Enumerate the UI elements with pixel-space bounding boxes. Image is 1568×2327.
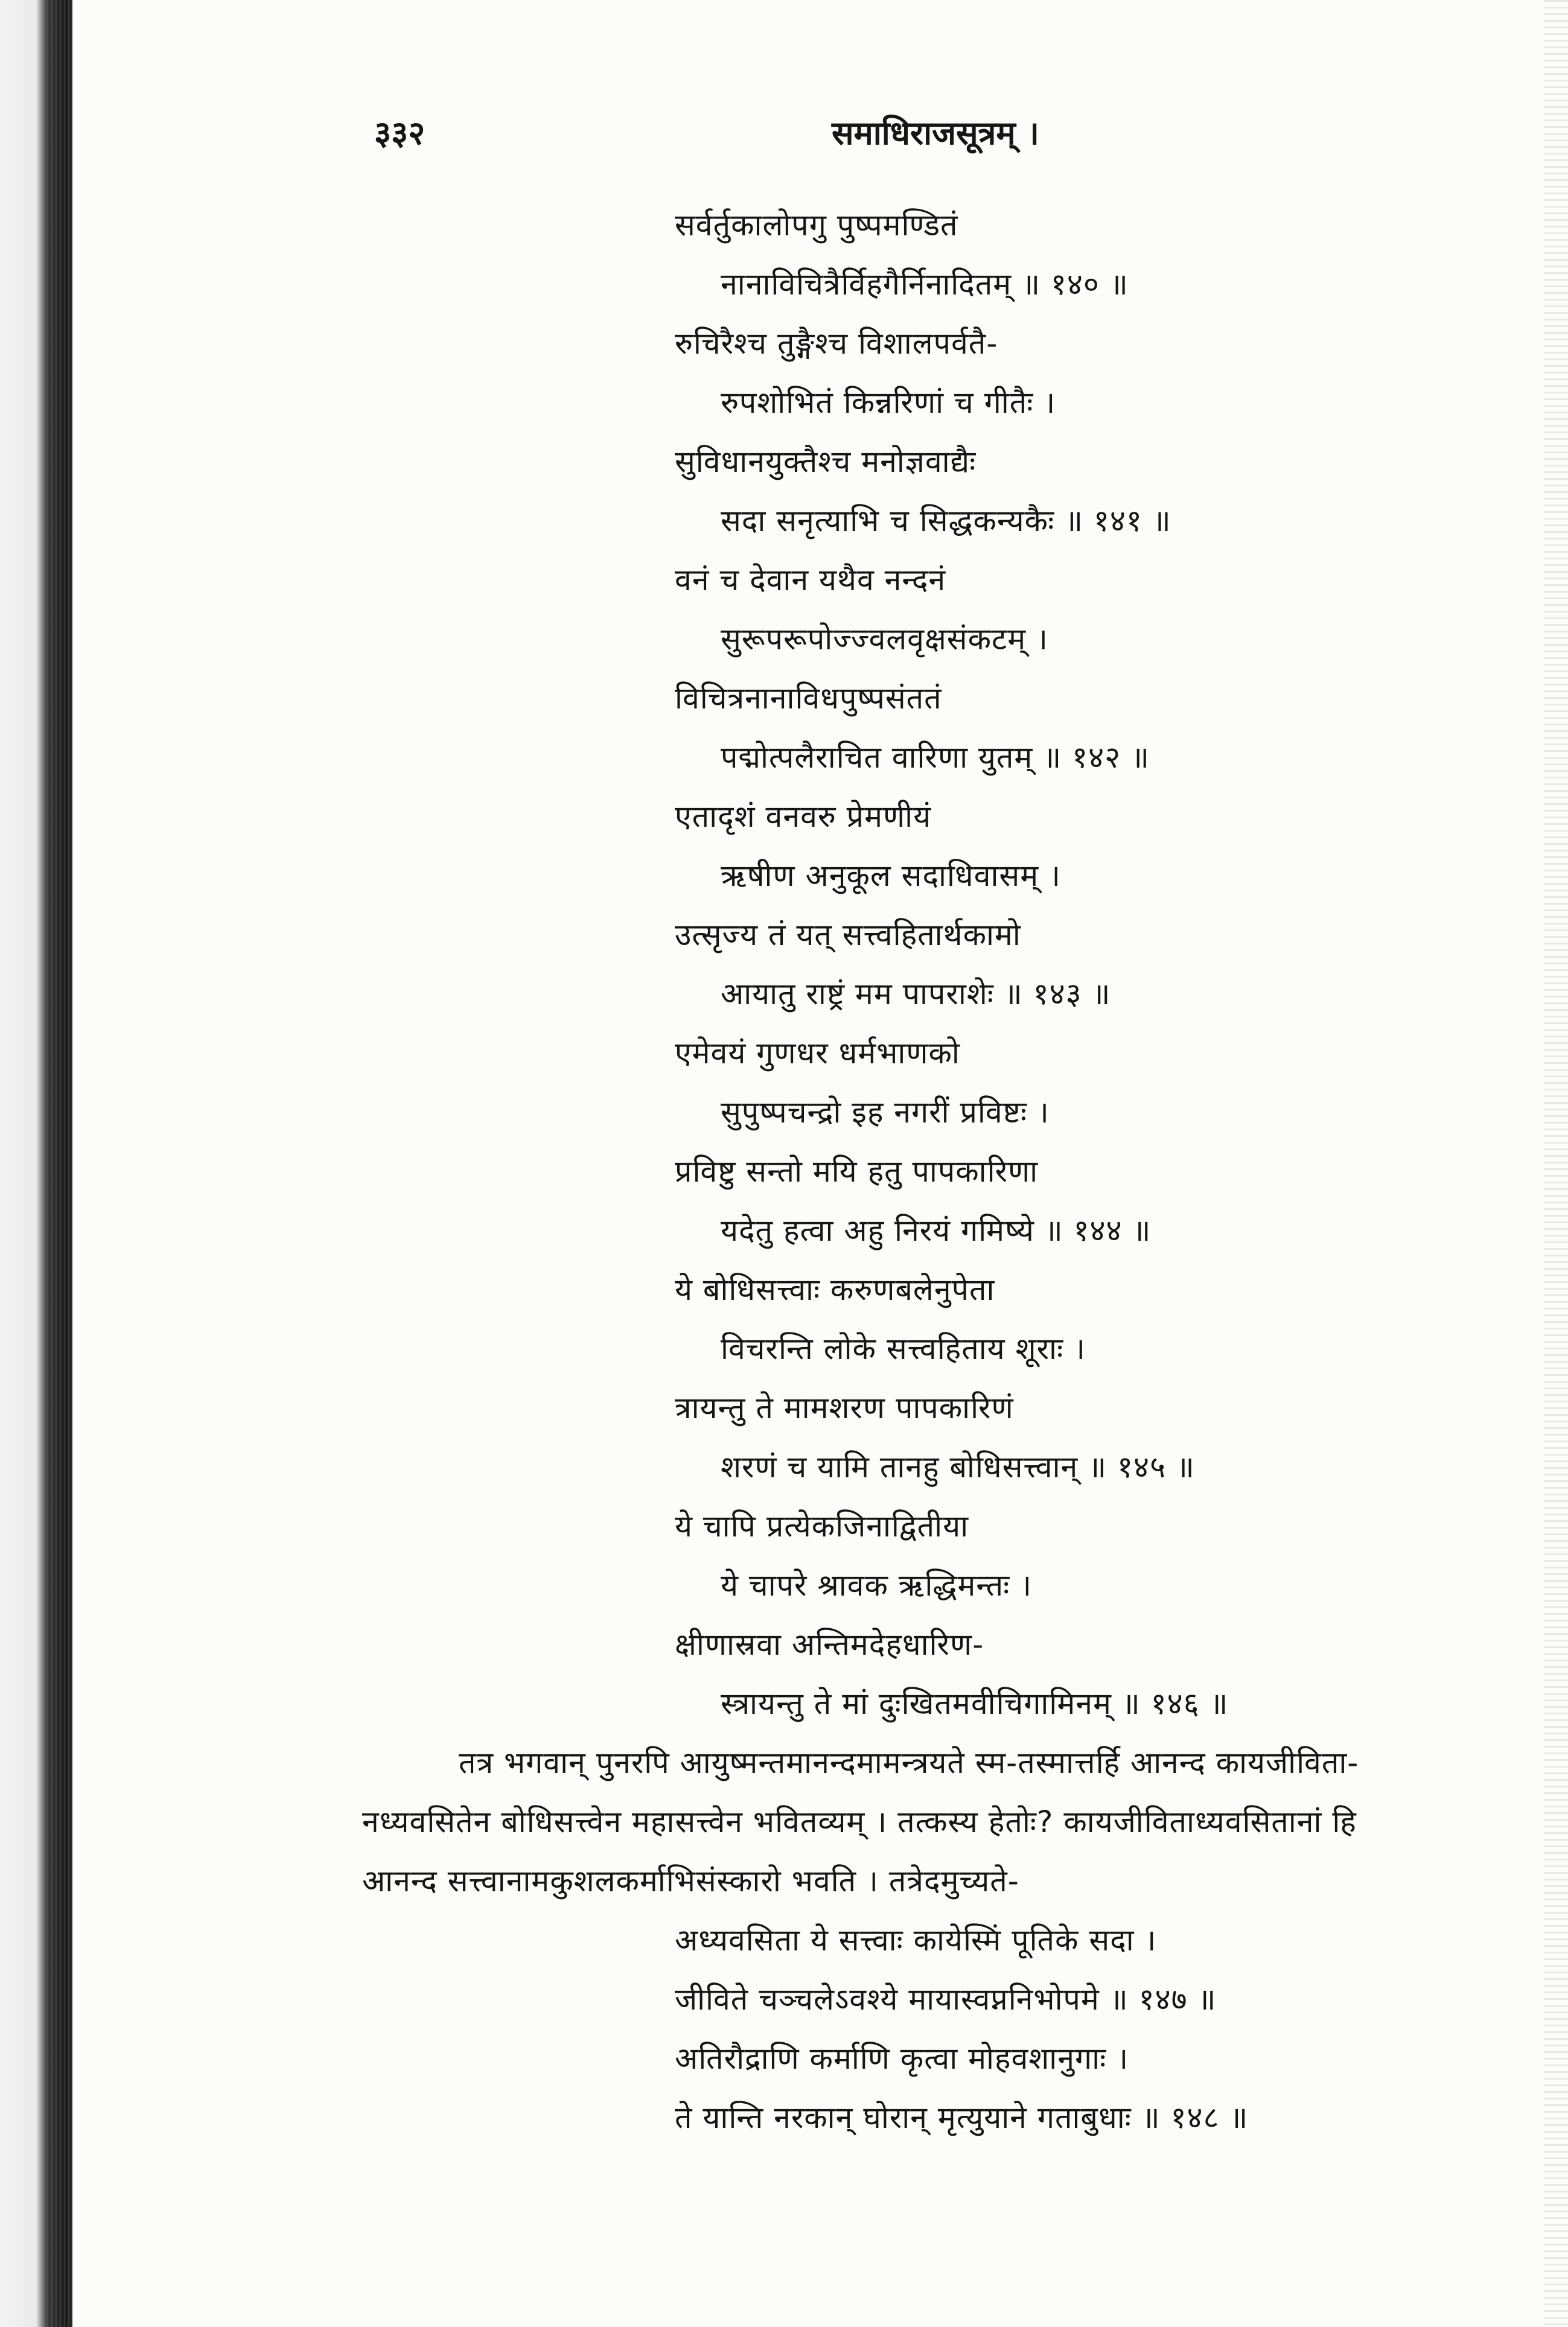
binding-texture — [47, 0, 77, 2327]
prose-line: आनन्द सत्त्वानामकुशलकर्माभिसंस्कारो भवति । तत्रेदमुच्यते- — [362, 1864, 1019, 1899]
prose-line: तत्र भगवान् पुनरपि आयुष्मन्तमानन्दमामन्त्रयते स्म-तस्मात्तर्हि आनन्द कायजीविता- — [459, 1745, 1359, 1780]
verse-line: ऋषीण अनुकूल सदाधिवासम् । — [721, 858, 1061, 893]
verse-line: उत्सृज्य तं यत् सत्त्वहितार्थकामो — [675, 917, 1021, 952]
verse-line: सुपुष्पचन्द्रो इह नगरीं प्रविष्टः । — [721, 1095, 1050, 1130]
verse-line: जीविते चञ्चलेऽवश्ये मायास्वप्ननिभोपमे ॥ १४७ ॥ — [675, 1982, 1217, 2017]
verse-line: आयातु राष्ट्रं मम पापराशेः ॥ १४३ ॥ — [721, 976, 1111, 1011]
page-number: ३३२ — [374, 114, 425, 152]
verse-line: वनं च देवान यथैव नन्दनं — [675, 562, 946, 597]
verse-line: स्त्रायन्तु ते मां दुःखितमवीचिगामिनम् ॥ १४६ ॥ — [721, 1686, 1229, 1721]
prose-line: नध्यवसितेन बोधिसत्त्वेन महासत्त्वेन भवितव्यम् । तत्कस्य हेतोः? कायजीविताध्यवसितानां हि — [362, 1804, 1357, 1839]
verse-line: अतिरौद्राणि कर्माणि कृत्वा मोहवशानुगाः । — [675, 2041, 1129, 2076]
verse-line: सुरूपरूपोज्ज्वलवृक्षसंकटम् । — [721, 622, 1048, 657]
verse-line: शरणं च यामि तानहु बोधिसत्त्वान् ॥ १४५ ॥ — [721, 1450, 1195, 1485]
verse-line: त्रायन्तु ते मामशरण पापकारिणं — [675, 1390, 1014, 1425]
verse-line: रुपशोभितं किन्नरिणां च गीतैः । — [721, 385, 1056, 420]
running-title: समाधिराजसूत्रम् । — [832, 114, 1039, 152]
verse-line: प्रविष्टु सन्तो मयि हतु पापकारिणा — [675, 1154, 1039, 1189]
verse-line: एमेवयं गुणधर धर्मभाणको — [675, 1036, 960, 1071]
verse-line: अध्यवसिता ये सत्त्वाः कायेस्मिं पूतिके सदा । — [675, 1923, 1157, 1958]
verse-line: ये चापरे श्रावक ऋद्धिमन्तः । — [721, 1568, 1033, 1603]
verse-line: विचरन्ति लोके सत्त्वहिताय शूराः । — [721, 1331, 1086, 1366]
verse-line: रुचिरैश्च तुङ्गैश्च विशालपर्वतै- — [675, 326, 998, 361]
verse-line: ते यान्ति नरकान् घोरान् मृत्युयाने गताबुधाः ॥ १४८ ॥ — [675, 2100, 1249, 2135]
verse-line: सदा सनृत्याभि च सिद्धकन्यकैः ॥ १४१ ॥ — [721, 503, 1171, 538]
verse-line: सुविधानयुक्तैश्च मनोज्ञवाद्यैः — [675, 444, 977, 479]
verse-line: एतादृशं वनवरु प्रेमणीयं — [675, 799, 932, 834]
verse-line: विचित्रनानाविधपुष्पसंततं — [675, 681, 942, 716]
verse-line: क्षीणास्रवा अन्तिमदेहधारिण- — [675, 1627, 984, 1662]
right-edge-noise — [1544, 0, 1568, 2327]
verse-line: पद्मोत्पलैराचित वारिणा युतम् ॥ १४२ ॥ — [721, 740, 1150, 775]
verse-line: सर्वर्तुकालोपगु पुष्पमण्डितं — [675, 208, 958, 243]
verse-line: ये चापि प्रत्येकजिनाद्वितीया — [675, 1509, 969, 1544]
verse-line: ये बोधिसत्त्वाः करुणबलेनुपेता — [675, 1272, 995, 1307]
verse-line: नानाविचित्रैर्विहगैर्निनादितम् ॥ १४० ॥ — [721, 267, 1129, 302]
verse-line: यदेतु हत्वा अहु निरयं गमिष्ये ॥ १४४ ॥ — [721, 1213, 1152, 1248]
